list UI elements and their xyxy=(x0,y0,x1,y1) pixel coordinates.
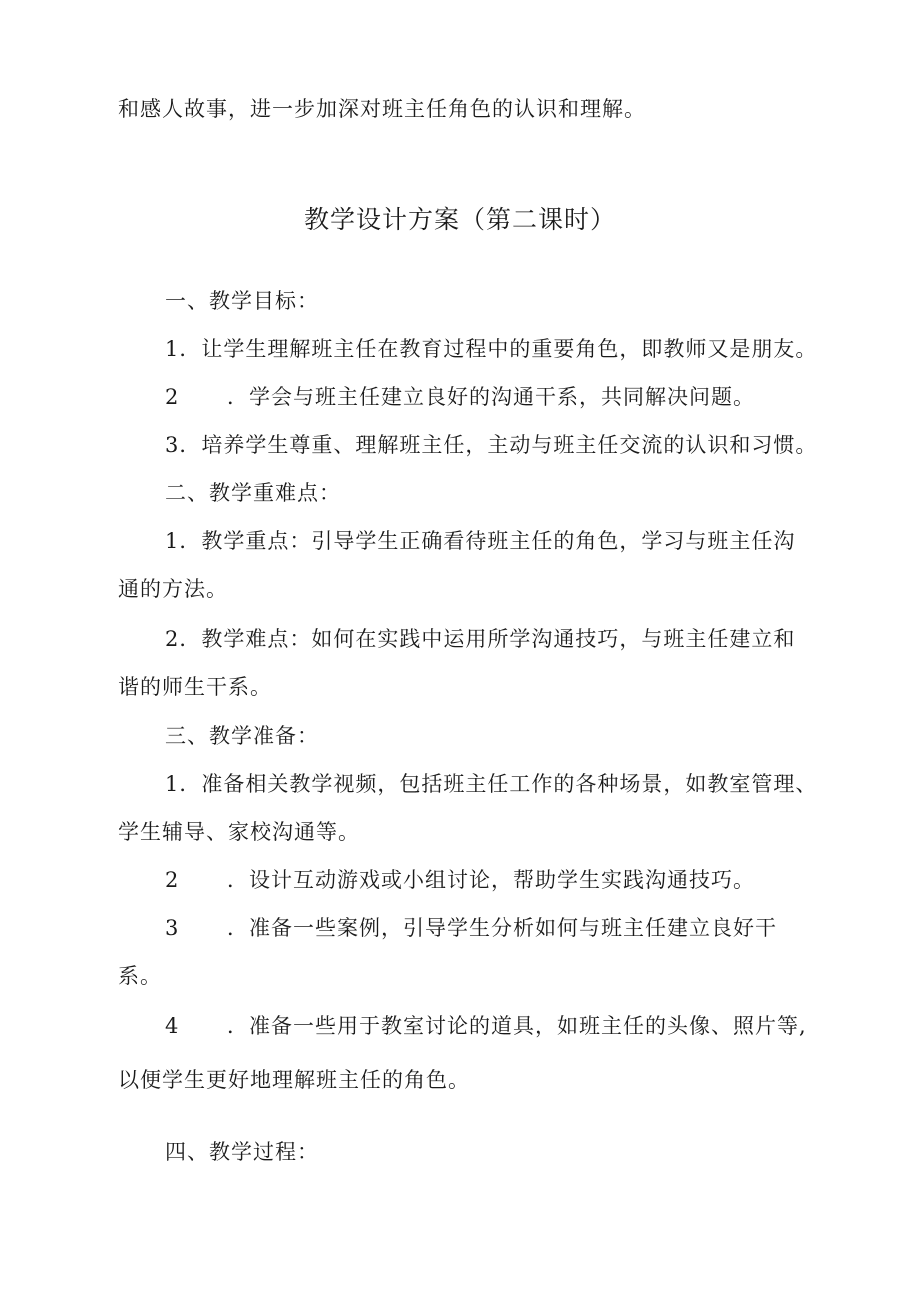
section-3-item-1-line-1: 1．准备相关教学视频，包括班主任工作的各种场景，如教室管理、 xyxy=(165,772,818,796)
section-2-item-1-line-2: 通的方法。 xyxy=(118,577,228,601)
section-3-item-3-line-1 xyxy=(165,914,777,942)
section-1-heading: 一、教学目标： xyxy=(165,289,319,313)
section-3-heading: 三、教学准备： xyxy=(165,724,319,748)
section-3-item-2 xyxy=(165,866,755,894)
section-1-item-1: 1．让学生理解班主任在教育过程中的重要角色，即教师又是朋友。 xyxy=(165,337,818,361)
item-text: ．学会与班主任建立良好的沟通干系，共同解决问题。 xyxy=(227,385,755,409)
item-number: 2 xyxy=(165,868,180,892)
section-3-item-4-line-2: 以便学生更好地理解班主任的角色。 xyxy=(118,1068,470,1092)
item-text: ．设计互动游戏或小组讨论，帮助学生实践沟通技巧。 xyxy=(227,868,755,892)
section-2-item-2-line-2: 谐的师生干系。 xyxy=(118,675,272,699)
document-title: 教学设计方案（第二课时） xyxy=(303,205,616,234)
item-number: 2 xyxy=(165,385,180,409)
item-number: 3 xyxy=(165,916,180,940)
section-4-heading: 四、教学过程： xyxy=(165,1140,319,1164)
carryover-paragraph-line: 和感人故事，进一步加深对班主任角色的认识和理解。 xyxy=(118,97,646,121)
item-text: ．准备一些用于教室讨论的道具，如班主任的头像、照片等, xyxy=(227,1014,807,1038)
section-2-item-2-line-1: 2．教学难点：如何在实践中运用所学沟通技巧，与班主任建立和 xyxy=(165,627,796,651)
section-3-item-1-line-2: 学生辅导、家校沟通等。 xyxy=(118,820,360,844)
section-1-item-3: 3．培养学生尊重、理解班主任，主动与班主任交流的认识和习惯。 xyxy=(165,433,818,457)
section-3-item-4-line-1 xyxy=(165,1012,807,1040)
section-2-item-1-line-1: 1．教学重点：引导学生正确看待班主任的角色，学习与班主任沟 xyxy=(165,529,796,553)
item-number: 4 xyxy=(165,1014,180,1038)
section-3-item-3-line-2: 系。 xyxy=(118,964,162,988)
item-text: ．准备一些案例，引导学生分析如何与班主任建立良好干 xyxy=(227,916,777,940)
section-2-heading: 二、教学重难点： xyxy=(165,481,341,505)
section-1-item-2 xyxy=(165,383,755,411)
